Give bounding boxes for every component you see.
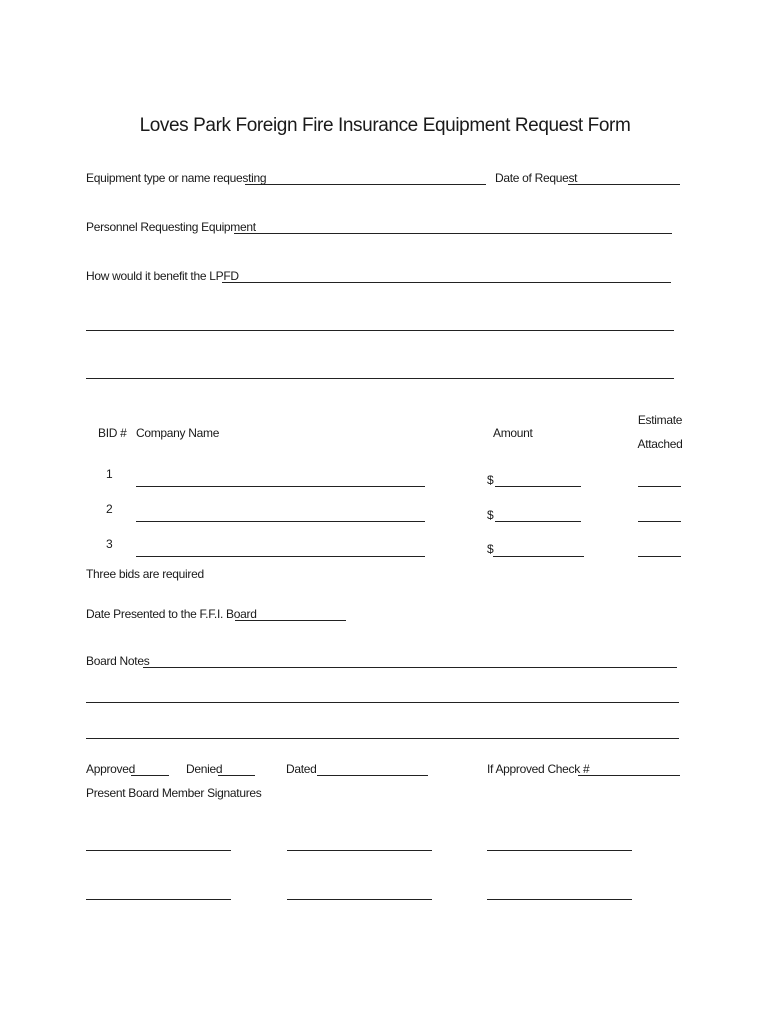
company-name-header: Company Name — [136, 426, 220, 440]
estimate-attached-field[interactable] — [638, 521, 681, 522]
approved-label: Approved — [86, 762, 135, 776]
attached-header: Attached — [637, 437, 683, 451]
dollar-sign: $ — [487, 508, 494, 522]
personnel-label: Personnel Requesting Equipment — [86, 220, 256, 234]
bid-number-header: BID # — [98, 426, 127, 440]
board-notes-field[interactable] — [143, 667, 677, 668]
bid-row-number: 1 — [106, 467, 113, 481]
form-title: Loves Park Foreign Fire Insurance Equipment Request Form — [139, 115, 631, 136]
estimate-header: Estimate — [637, 413, 683, 427]
bid-row-number: 2 — [106, 502, 113, 516]
board-notes-field-line-2[interactable] — [86, 702, 679, 703]
signature-line[interactable] — [487, 899, 632, 900]
signature-line[interactable] — [487, 850, 632, 851]
date-of-request-label: Date of Request — [495, 171, 578, 185]
company-name-field[interactable] — [136, 521, 425, 522]
equipment-label: Equipment type or name requesting — [86, 171, 267, 185]
approved-field[interactable] — [131, 775, 169, 776]
estimate-attached-field[interactable] — [638, 556, 681, 557]
date-presented-label: Date Presented to the F.F.I. Board — [86, 607, 257, 621]
bid-row-number: 3 — [106, 537, 113, 551]
amount-field[interactable] — [495, 486, 581, 487]
signature-line[interactable] — [287, 850, 432, 851]
signature-line[interactable] — [86, 899, 231, 900]
three-bids-note: Three bids are required — [86, 567, 204, 581]
benefit-field-line-2[interactable] — [86, 330, 674, 331]
amount-field[interactable] — [495, 521, 581, 522]
dollar-sign: $ — [487, 542, 494, 556]
date-of-request-field[interactable] — [568, 184, 680, 185]
dollar-sign: $ — [487, 473, 494, 487]
amount-field[interactable] — [493, 556, 584, 557]
equipment-field[interactable] — [245, 184, 486, 185]
date-presented-field[interactable] — [235, 620, 346, 621]
check-number-field[interactable] — [578, 775, 680, 776]
check-number-label: If Approved Check # — [487, 762, 590, 776]
benefit-field-line-3[interactable] — [86, 378, 674, 379]
amount-header: Amount — [493, 426, 533, 440]
benefit-field[interactable] — [222, 282, 671, 283]
signatures-label: Present Board Member Signatures — [86, 786, 262, 800]
signature-line[interactable] — [287, 899, 432, 900]
signature-line[interactable] — [86, 850, 231, 851]
company-name-field[interactable] — [136, 486, 425, 487]
dated-label: Dated — [286, 762, 317, 776]
board-notes-field-line-3[interactable] — [86, 738, 679, 739]
company-name-field[interactable] — [136, 556, 425, 557]
benefit-label: How would it benefit the LPFD — [86, 269, 239, 283]
board-notes-label: Board Notes — [86, 654, 150, 668]
denied-field[interactable] — [218, 775, 255, 776]
denied-label: Denied — [186, 762, 223, 776]
dated-field[interactable] — [317, 775, 428, 776]
personnel-field[interactable] — [234, 233, 672, 234]
estimate-attached-field[interactable] — [638, 486, 681, 487]
